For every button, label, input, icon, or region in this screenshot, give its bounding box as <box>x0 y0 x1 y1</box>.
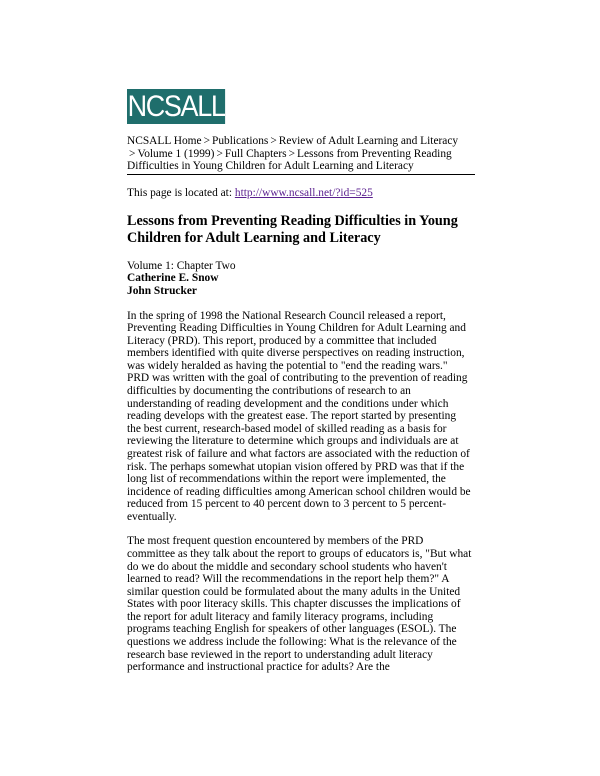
breadcrumb-item-full-chapters[interactable]: Full Chapters <box>224 147 287 160</box>
breadcrumb-separator: > <box>270 135 277 147</box>
location-label: This page is located at: <box>127 186 233 199</box>
location-url-link[interactable]: http://www.ncsall.net/?id=525 <box>234 186 373 199</box>
breadcrumb-item-review[interactable]: Review of Adult Learning and Literacy <box>278 135 459 147</box>
breadcrumb <box>127 135 475 175</box>
article-meta <box>127 260 475 298</box>
breadcrumb-item-publications[interactable]: Publications <box>212 135 269 147</box>
breadcrumb-separator: > <box>129 147 136 160</box>
logo-text: NCSALL <box>127 90 225 123</box>
page-location <box>127 187 475 200</box>
breadcrumb-item-home[interactable]: NCSALL Home <box>127 135 202 147</box>
breadcrumb-separator: > <box>288 147 296 160</box>
document-page <box>127 89 475 674</box>
body-paragraph: In the spring of 1998 the National Research Council released a report, Preventing Reading Difficulties in Young Children for Adult Learning and Literacy (PRD). This report, produced by a committee that included members identified with quite diverse perspectives on reading instruction, was widely heralded as having the potential to "end the reading wars." PRD was written with the goal of contributing to the prevention of reading difficulties by documenting the contributions of research to an understanding of reading development and the conditions under which reading develops with the greatest ease. The report started by presenting the best current, research-based model of skilled reading as a basis for reviewing the literature to determine which groups and individuals are at greatest risk of failure and what factors are associated with the reduction of risk. The perhaps somewhat utopian vision offered by PRD was that if the long list of recommendations within the report were implemented, the incidence of reading difficulties among American school children would be reduced from 15 percent to 40 percent down to 3 percent to 5 percent-eventually. <box>127 309 471 523</box>
author-name: Catherine E. Snow <box>127 272 219 285</box>
body-paragraph: The most frequent question encountered by members of the PRD committee as they talk about the report to groups of educators is, "But what do we do about the middle and secondary school students who haven't learned to read? Will the recommendations in the report help them?" A similar question could be formulated about the many adults in the United States with poor literacy skills. This chapter discusses the implications of the report for adult literacy and family literacy programs, including programs teaching English for speakers of other languages (ESOL). The questions we address include the following: What is the relevance of the research base reviewed in the report to understanding adult literacy performance and instructional practice for adults? Are the <box>127 535 472 674</box>
breadcrumb-item-volume[interactable]: Volume 1 (1999) <box>137 147 215 160</box>
breadcrumb-separator: > <box>216 147 223 160</box>
ncsall-logo[interactable] <box>127 89 225 124</box>
author-name: John Strucker <box>127 284 197 297</box>
breadcrumb-separator: > <box>203 135 210 147</box>
article-title: Lessons from Preventing Reading Difficulties in Young Children for Adult Learning and Literacy <box>127 212 458 246</box>
breadcrumb-item-current: Lessons from Preventing Reading Difficulties in Young Children for Adult Learning and Literacy <box>127 147 452 173</box>
volume-label: Volume 1: Chapter Two <box>127 259 236 272</box>
